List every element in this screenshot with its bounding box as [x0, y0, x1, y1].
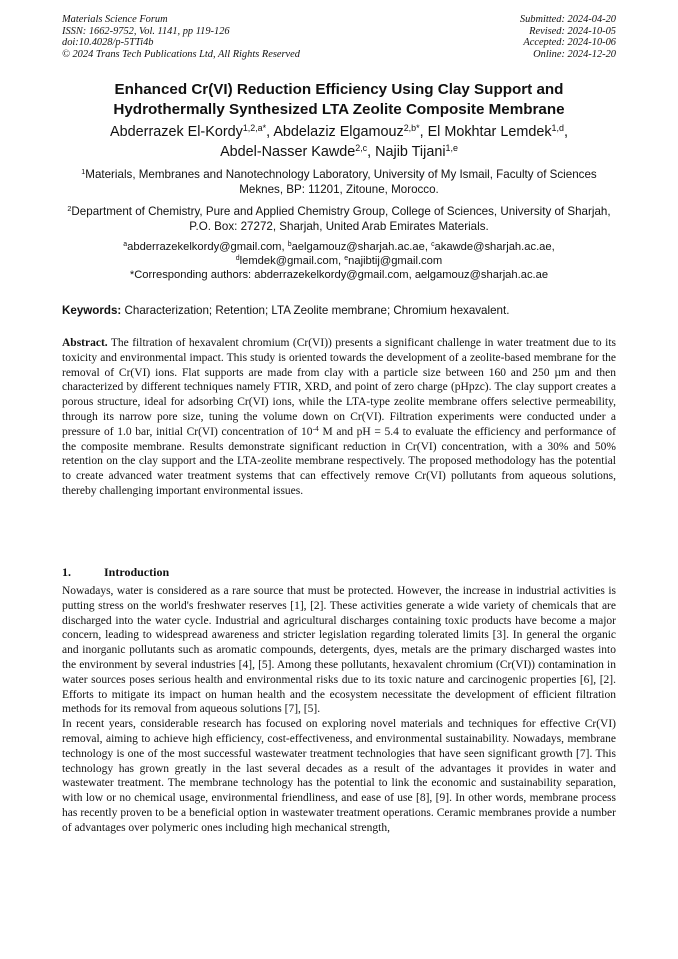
- author-separator: ,: [367, 143, 376, 160]
- affiliation-mark: 2: [67, 204, 72, 214]
- affiliation-text: Department of Chemistry, Pure and Applied Chemistry Group, College of Sciences, University of Sharjah, P.O. Box: 27272, Sharjah, United Arab Emirates Materials.: [71, 205, 611, 233]
- author-name: El Mokhtar Lemdek: [427, 124, 552, 140]
- author-separator: ,: [563, 124, 568, 140]
- corresponding-authors: *Corresponding authors: abderrazekelkordy@gmail.com, aelgamouz@sharjah.ac.ae: [129, 269, 549, 282]
- affiliation-2: [62, 204, 616, 234]
- email-mark: c: [431, 241, 435, 249]
- abstract-label: Abstract.: [62, 337, 108, 349]
- author-affiliation-mark: 2,c: [355, 142, 368, 153]
- email-link[interactable]: abderrazekelkordy@gmail.com,: [127, 241, 288, 253]
- paragraph: In recent years, considerable research has focused on exploring novel materials and techniques for effective Cr(VI) removal, aiming to achieve high efficiency, cost-effectiveness, and environmental sustainability. Nowadays, membrane technology is one of the most successful wastewater treatment technologies that have seen significant growth [7]. This technology has grown greatly in the last several decades as a result of the advantages it provides in water and wastewater treatment. The membrane technology has the potential to link the economic and sustainability separation, with low or no chemical usage, environmental friendliness, and ease of use [8], [9]. In other words, membrane process has recently proven to be a beneficial option in wastewater treatment operations. Ceramic membranes provide a number of advantages over polymeric ones including high mechanical strength,: [62, 718, 616, 834]
- email-link[interactable]: najibtij@gmail.com: [348, 255, 443, 268]
- email-link[interactable]: akawde@sharjah.ac.ae,: [434, 241, 555, 253]
- keywords-label: Keywords:: [62, 304, 122, 317]
- journal-doi: doi:10.4028/p-5TTi4b: [62, 37, 154, 49]
- section-title: Introduction: [104, 565, 170, 579]
- concentration-exponent: -4: [312, 423, 319, 433]
- date-online: Online: 2024-12-20: [533, 48, 616, 60]
- abstract: [62, 336, 616, 499]
- author-name: Abdelaziz Elgamouz: [273, 124, 404, 140]
- email-link[interactable]: aelgamouz@sharjah.ac.ae,: [291, 241, 432, 253]
- author-affiliation-mark: 1,e: [445, 142, 458, 153]
- section-heading: [62, 565, 169, 580]
- email-mark: d: [235, 255, 240, 263]
- author-affiliation-mark: 1,d: [551, 123, 564, 134]
- author-line-2: [62, 143, 616, 163]
- journal-name: Materials Science Forum: [62, 14, 168, 25]
- introduction-body: [62, 584, 616, 836]
- author-list: [62, 123, 616, 162]
- keywords-text: Characterization; Retention; LTA Zeolite membrane; Chromium hexavalent.: [121, 304, 510, 317]
- journal-issn: ISSN: 1662-9752, Vol. 1141, pp 119-126: [62, 25, 230, 37]
- affiliation-text: Materials, Membranes and Nanotechnology Laboratory, University of My Ismail, Faculty of Sciences Meknes, BP: 11201, Zitoune, Morocco.: [85, 168, 597, 196]
- journal-copyright: © 2024 Trans Tech Publications Ltd, All Rights Reserved: [62, 48, 300, 60]
- paper-title: [62, 80, 616, 120]
- email-line-1: [62, 240, 616, 254]
- author-separator: ,: [419, 124, 428, 140]
- email-mark: b: [287, 241, 292, 249]
- journal-info: [62, 14, 300, 60]
- author-separator: ,: [266, 124, 274, 140]
- author-name: Abderrazek El-Kordy: [110, 124, 243, 140]
- email-mark: a: [123, 241, 128, 249]
- paragraph: Nowadays, water is considered as a rare source that must be protected. However, the increase in industrial activities is putting stress on the world's freshwater reserves [1], [2]. These activities generate a wide variety of chemicals that are discharged into the water cycle. Industrial and agricultural discharges containing toxic products have become a major concern, leading to widespread awareness and stricter legislation regarding tolerated limits [3]. In general the organic and inorganic pollutants such as aromatic compounds, detergents, dyes, metals are the primary discharged wastes into the environment by several industries [4], [5]. Among these pollutants, hexavalent chromium (Cr(VI)) contamination in water sources poses serious health and environmental risks due to its toxic nature and carcinogenic properties [6], [2]. Efforts to mitigate its impact on human health and the ecosystem necessitate the development of efficient filtration methods for its removal from aqueous solutions [7], [5].: [62, 585, 616, 716]
- title-line-1: Enhanced Cr(VI) Reduction Efficiency Using Clay Support and: [114, 81, 564, 98]
- title-line-2: Hydrothermally Synthesized LTA Zeolite Composite Membrane: [113, 101, 565, 118]
- abstract-text-continued: M and pH = 5.4 to evaluate the efficiency and performance of the composite membrane. Results demonstrate significant reduction in Cr(VI) concentration, with a 30% and 50% retention on the clay support and the LTA-zeolite membrane respectively. The proposed methodology has the potential to create advanced water treatment systems that can effectively remove Cr(VI) pollutants from aqueous solutions, thereby challenging important environmental issues.: [62, 425, 616, 497]
- email-line-2: [62, 254, 616, 268]
- date-accepted: Accepted: 2024-10-06: [523, 37, 616, 49]
- affiliation-1: [62, 167, 616, 197]
- publication-dates: [520, 14, 616, 60]
- author-name: Abdel-Nasser Kawde: [220, 143, 356, 160]
- author-line-1: [62, 123, 616, 143]
- email-link[interactable]: lemdek@gmail.com,: [239, 255, 345, 268]
- date-revised: Revised: 2024-10-05: [529, 25, 616, 37]
- section-number: 1.: [62, 565, 71, 579]
- affiliation-mark: 1: [81, 167, 86, 177]
- author-affiliation-mark: 1,2,a*: [242, 123, 267, 134]
- author-name: Najib Tijani: [375, 143, 446, 160]
- date-submitted: Submitted: 2024-04-20: [519, 14, 616, 25]
- author-affiliation-mark: 2,b*: [403, 123, 420, 134]
- keywords: [62, 304, 616, 318]
- author-emails: [62, 240, 616, 283]
- email-mark: e: [344, 255, 349, 263]
- abstract-text: The filtration of hexavalent chromium (Cr(VI)) presents a significant challenge in water treatment due to its toxicity and environmental impact. This study is oriented towards the development of a zeolite-based membrane for the removal of Cr(VI) ions. Flat supports are made from clay with a particle size between 160 and 250 µm and then characterized by different techniques namely FTIR, XRD, and point of zero charge (pHpzc). The clay support creates a porous structure, ideal for adsorbing Cr(VI) ions, while the LTA-type zeolite membrane offers selective permeability, through its narrow pore size, tuning the volume down on Cr(VI). Filtration experiments were conducted under a pressure of 1.0 bar, initial Cr(VI) concentration of 10: [62, 337, 616, 438]
